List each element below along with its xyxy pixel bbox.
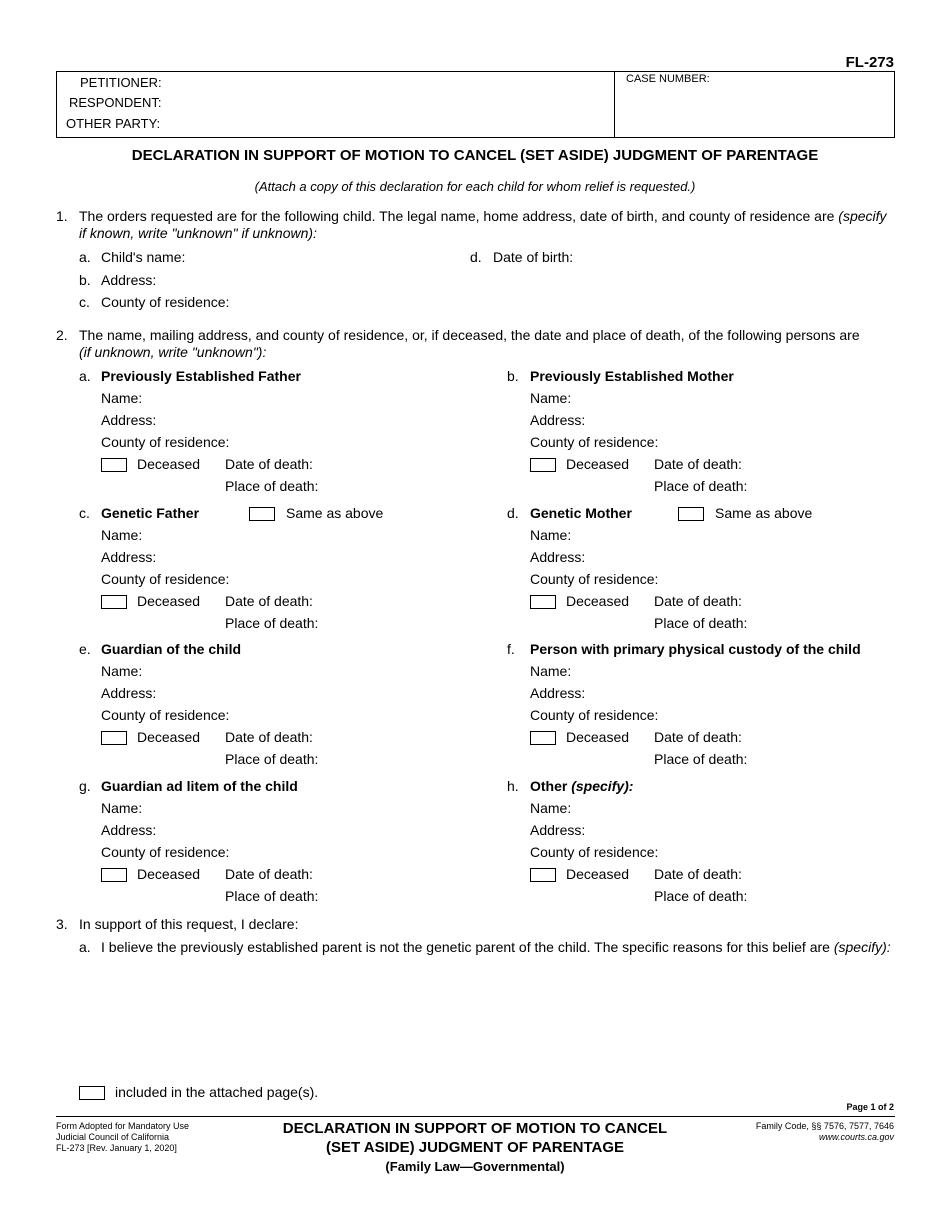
footer-right-1: Family Code, §§ 7576, 7577, 7646 — [755, 1121, 894, 1131]
place-of-death-label: Place of death: — [654, 615, 748, 631]
person-title-text: Previously Established Mother — [530, 368, 734, 384]
caption-box — [56, 71, 895, 138]
caption-divider — [614, 71, 615, 138]
child-address-label: Address: — [101, 272, 157, 288]
item2-spec: (if unknown, write "unknown"): — [79, 344, 267, 360]
person-title-text: Previously Established Father — [101, 368, 301, 384]
same-as-above-checkbox[interactable] — [678, 507, 704, 521]
place-of-death-label: Place of death: — [225, 615, 319, 631]
child-county-label: County of residence: — [101, 294, 230, 310]
item3-text: In support of this request, I declare: — [79, 916, 299, 932]
other-party-label: OTHER PARTY: — [66, 116, 161, 131]
date-of-death-label: Date of death: — [225, 593, 313, 609]
footer-title-1: DECLARATION IN SUPPORT OF MOTION TO CANCEL — [282, 1120, 668, 1137]
deceased-label: Deceased — [566, 729, 630, 745]
item1-a-letter: a. — [79, 249, 91, 265]
place-of-death-label: Place of death: — [225, 888, 319, 904]
place-of-death-label: Place of death: — [225, 478, 319, 494]
footer-right-2: www.courts.ca.gov — [818, 1132, 894, 1142]
attached-checkbox[interactable] — [79, 1086, 105, 1100]
page-title: DECLARATION IN SUPPORT OF MOTION TO CANCEL (SET ASIDE) JUDGMENT OF PARENTAGE — [131, 147, 819, 164]
date-of-death-label: Date of death: — [654, 593, 742, 609]
deceased-label: Deceased — [137, 866, 201, 882]
deceased-label: Deceased — [566, 456, 630, 472]
person-address-label: Address: — [101, 412, 157, 428]
footer-left-1: Form Adopted for Mandatory Use — [56, 1121, 190, 1131]
person-name-label: Name: — [530, 527, 572, 543]
person-letter: a. — [79, 368, 91, 384]
person-name-label: Name: — [530, 663, 572, 679]
person-title-text: Guardian ad litem of the child — [101, 778, 298, 794]
respondent-label: RESPONDENT: — [69, 95, 162, 110]
page-number: Page 1 of 2 — [846, 1102, 894, 1112]
person-name-label: Name: — [101, 390, 143, 406]
person-name-label: Name: — [101, 800, 143, 816]
deceased-checkbox[interactable] — [530, 595, 556, 609]
deceased-label: Deceased — [566, 593, 630, 609]
childs-name-label: Child's name: — [101, 249, 186, 265]
person-name-label: Name: — [101, 527, 143, 543]
footer-title-2: (SET ASIDE) JUDGMENT OF PARENTAGE — [325, 1139, 625, 1156]
person-county-label: County of residence: — [101, 571, 230, 587]
person-title — [101, 505, 199, 521]
person-county-label: County of residence: — [101, 844, 230, 860]
person-title-text: Genetic Mother — [530, 505, 632, 521]
person-title — [530, 505, 632, 521]
date-of-death-label: Date of death: — [225, 866, 313, 882]
place-of-death-label: Place of death: — [654, 888, 748, 904]
person-title — [530, 778, 633, 794]
person-letter: h. — [507, 778, 519, 794]
footer-title-3: (Family Law—Governmental) — [385, 1159, 565, 1174]
person-address-label: Address: — [530, 685, 586, 701]
person-letter: d. — [507, 505, 519, 521]
item3-number: 3. — [56, 916, 68, 932]
footer-right — [756, 1121, 894, 1143]
deceased-checkbox[interactable] — [101, 458, 127, 472]
date-of-death-label: Date of death: — [225, 456, 313, 472]
deceased-checkbox[interactable] — [530, 458, 556, 472]
person-letter: f. — [507, 641, 515, 657]
person-county-label: County of residence: — [530, 571, 659, 587]
person-title-text: Other — [530, 778, 568, 794]
footer-left-3: FL-273 [Rev. January 1, 2020] — [56, 1143, 177, 1153]
footer-rule — [56, 1116, 895, 1117]
person-county-label: County of residence: — [101, 434, 230, 450]
person-name-label: Name: — [101, 663, 143, 679]
date-of-death-label: Date of death: — [225, 729, 313, 745]
footer-left-2: Judicial Council of California — [56, 1132, 170, 1142]
date-of-death-label: Date of death: — [654, 729, 742, 745]
attached-label: included in the attached page(s). — [115, 1084, 319, 1100]
deceased-label: Deceased — [566, 866, 630, 882]
person-county-label: County of residence: — [530, 707, 659, 723]
person-address-label: Address: — [530, 549, 586, 565]
item1-number: 1. — [56, 208, 68, 224]
deceased-label: Deceased — [137, 456, 201, 472]
person-letter: c. — [79, 505, 90, 521]
petitioner-label: PETITIONER: — [80, 75, 162, 90]
person-address-label: Address: — [530, 412, 586, 428]
same-as-above-label: Same as above — [715, 505, 813, 521]
instruction: (Attach a copy of this declaration for each child for whom relief is requested.) — [254, 179, 696, 194]
deceased-label: Deceased — [137, 729, 201, 745]
person-county-label: County of residence: — [530, 434, 659, 450]
item2-number: 2. — [56, 327, 68, 343]
same-as-above-checkbox[interactable] — [249, 507, 275, 521]
person-county-label: County of residence: — [530, 844, 659, 860]
person-title-text: Person with primary physical custody of the child — [530, 641, 861, 657]
item1-spec: if known, write "unknown" if unknown): — [79, 225, 317, 241]
person-name-label: Name: — [530, 800, 572, 816]
person-title — [101, 641, 241, 657]
person-county-label: County of residence: — [101, 707, 230, 723]
person-title — [101, 778, 298, 794]
person-title-spec: (specify): — [571, 778, 634, 794]
item1-c-letter: c. — [79, 294, 90, 310]
deceased-checkbox[interactable] — [101, 868, 127, 882]
place-of-death-label: Place of death: — [654, 751, 748, 767]
same-as-above-label: Same as above — [286, 505, 384, 521]
person-title — [101, 368, 301, 384]
item3-a-text: I believe the previously established parent is not the genetic parent of the child. The specific reasons for this belief are (specify): — [101, 939, 891, 955]
deceased-checkbox[interactable] — [530, 731, 556, 745]
deceased-checkbox[interactable] — [530, 868, 556, 882]
item1-d-letter: d. — [470, 249, 482, 265]
item1-b-letter: b. — [79, 272, 91, 288]
person-address-label: Address: — [530, 822, 586, 838]
person-name-label: Name: — [530, 390, 572, 406]
place-of-death-label: Place of death: — [225, 751, 319, 767]
item3-a-letter: a. — [79, 939, 91, 955]
deceased-checkbox[interactable] — [101, 595, 127, 609]
date-of-birth-label: Date of birth: — [493, 249, 574, 265]
person-title-text: Guardian of the child — [101, 641, 242, 657]
person-letter: e. — [79, 641, 91, 657]
place-of-death-label: Place of death: — [654, 478, 748, 494]
deceased-checkbox[interactable] — [101, 731, 127, 745]
person-title — [530, 368, 734, 384]
deceased-label: Deceased — [137, 593, 201, 609]
person-letter: g. — [79, 778, 91, 794]
date-of-death-label: Date of death: — [654, 866, 742, 882]
person-letter: b. — [507, 368, 519, 384]
item2-text: The name, mailing address, and county of residence, or, if deceased, the date and place of death, of the following persons are — [79, 327, 860, 343]
person-address-label: Address: — [101, 549, 157, 565]
form-id: FL-273 — [845, 54, 894, 71]
person-title — [530, 641, 861, 657]
person-address-label: Address: — [101, 685, 157, 701]
person-title-text: Genetic Father — [101, 505, 200, 521]
case-number-label: CASE NUMBER: — [626, 73, 710, 85]
person-address-label: Address: — [101, 822, 157, 838]
item1-text: The orders requested are for the following child. The legal name, home address, date of birth, and county of residence are (specify — [79, 208, 887, 224]
date-of-death-label: Date of death: — [654, 456, 742, 472]
